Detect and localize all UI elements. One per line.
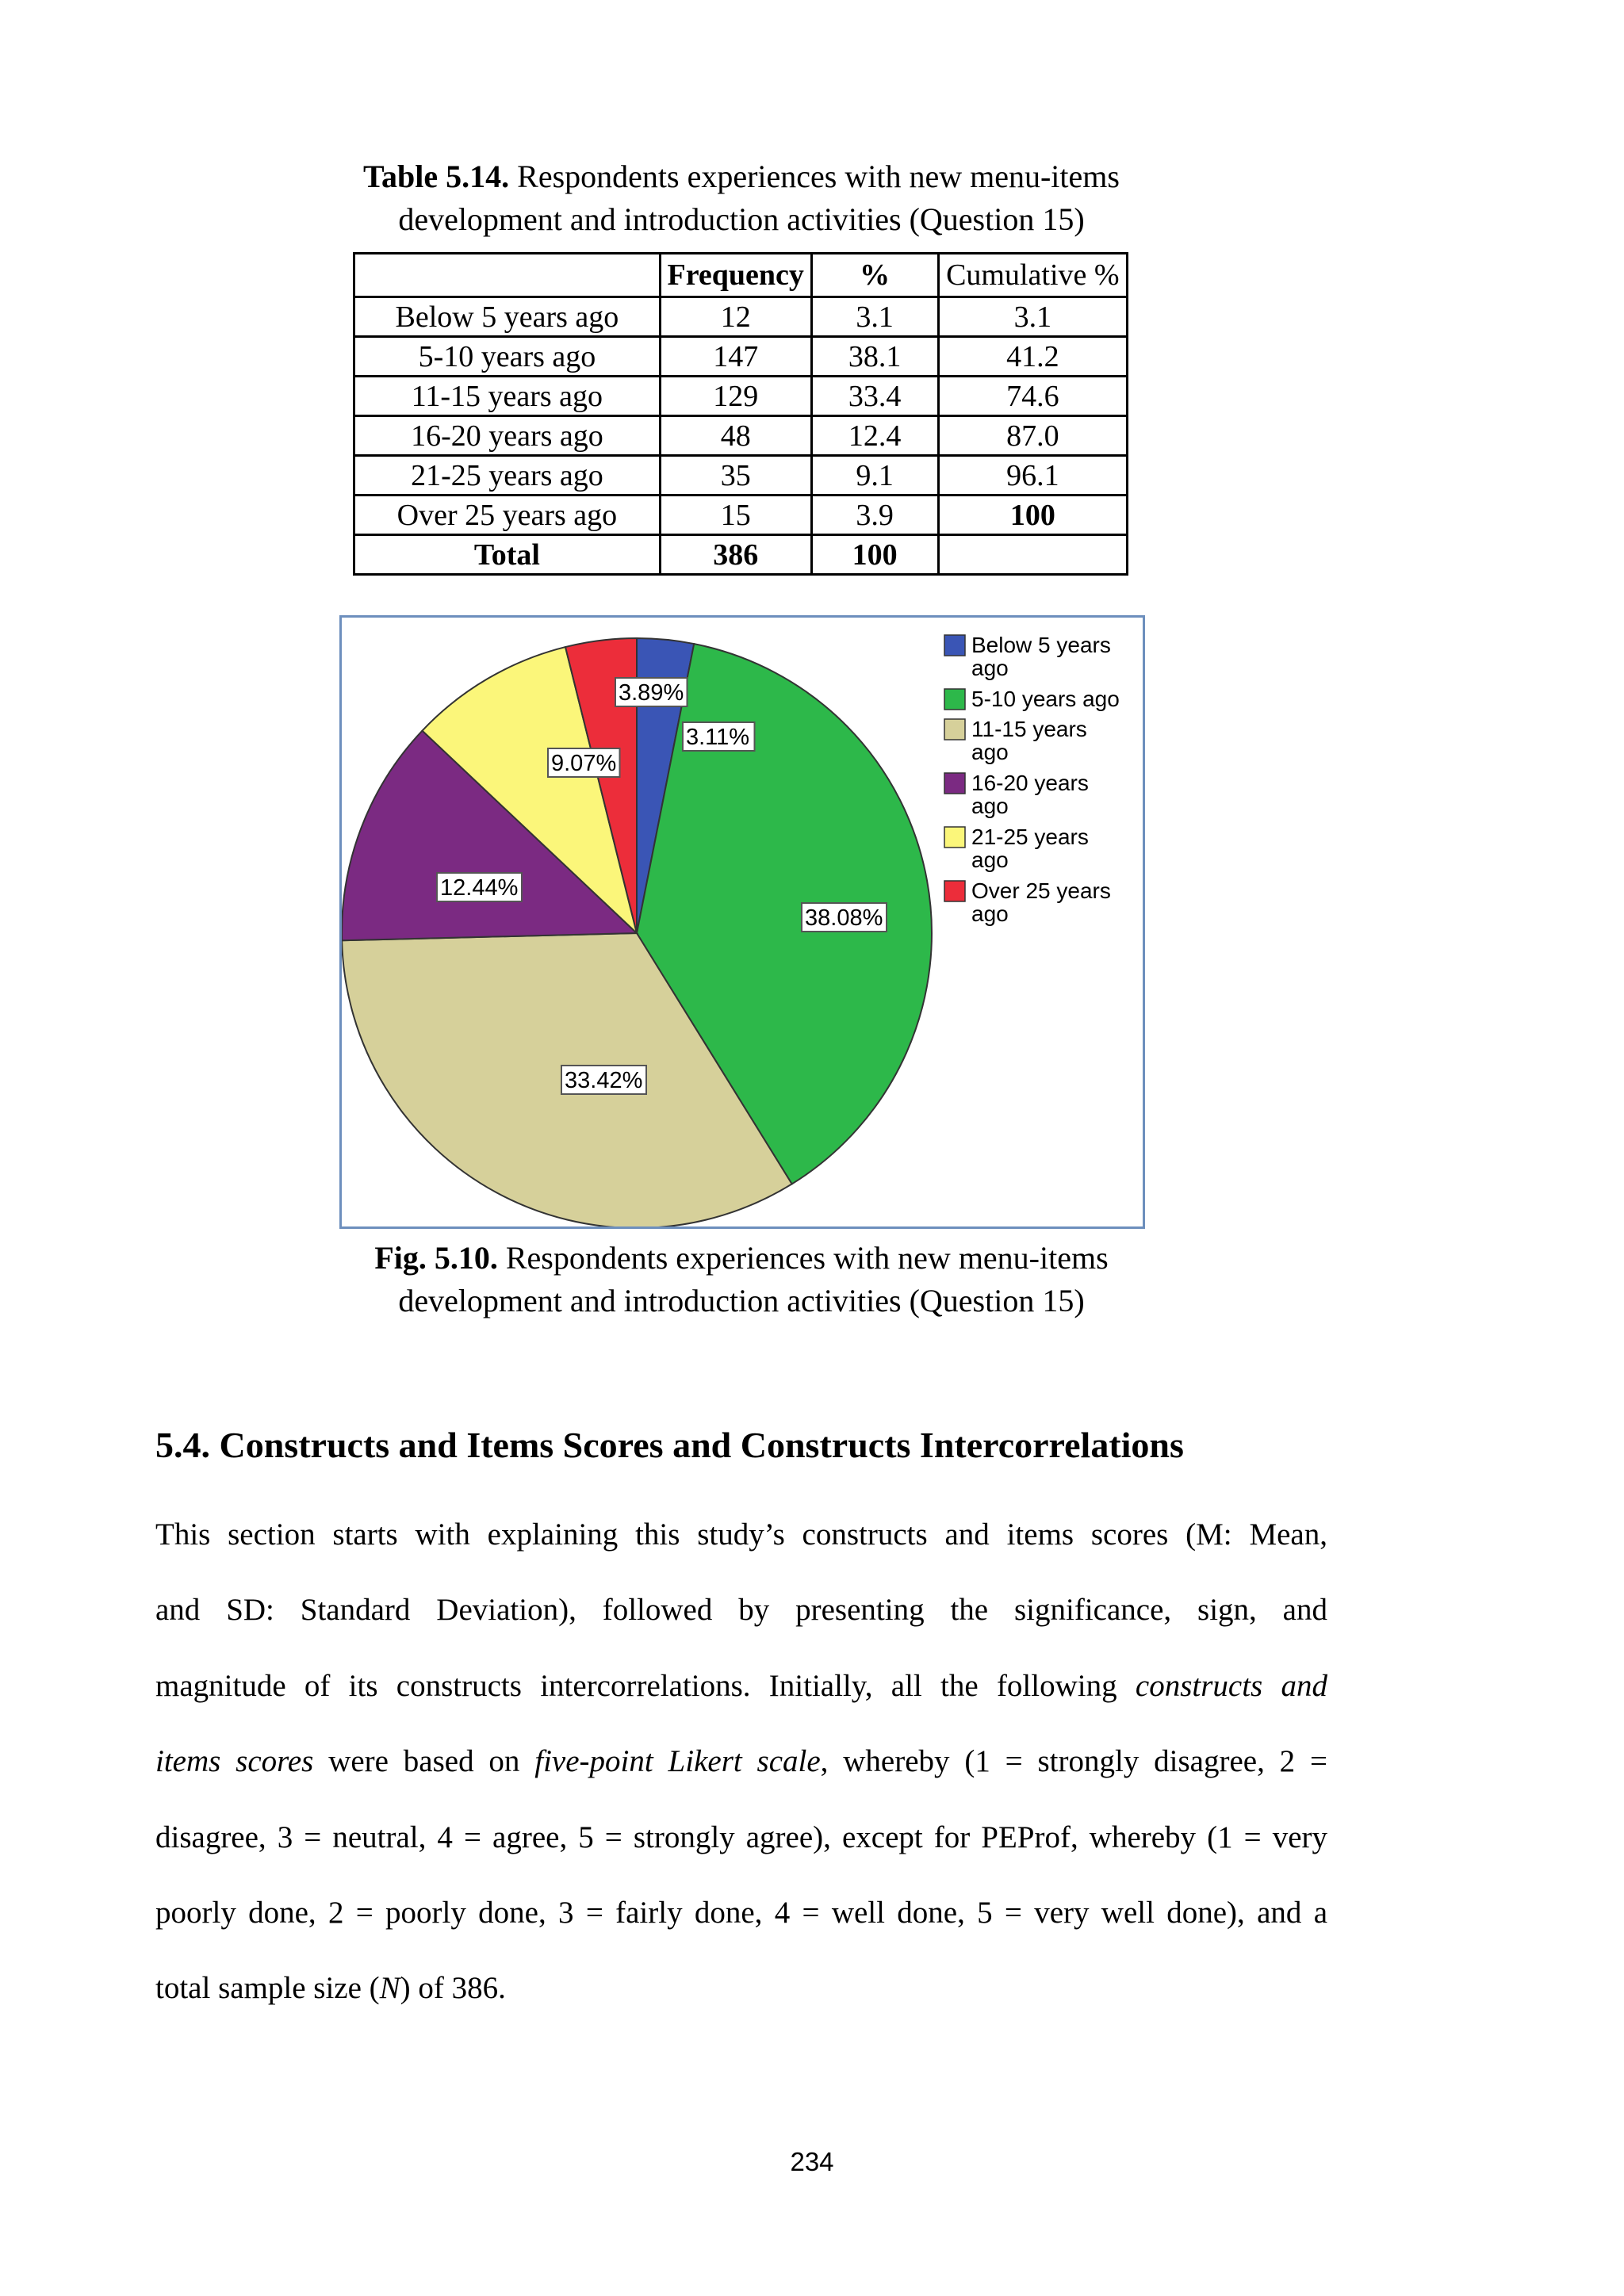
row-frequency: 35 xyxy=(660,456,811,496)
row-label: Below 5 years ago xyxy=(354,297,661,337)
legend-label: 5-10 years ago xyxy=(971,687,1120,711)
data-label: 3.11% xyxy=(686,725,750,750)
total-cumulative xyxy=(938,535,1127,575)
table-header-percent: % xyxy=(811,254,938,297)
row-label: 11-15 years ago xyxy=(354,377,661,416)
row-percent: 38.1 xyxy=(811,337,938,377)
page-number: 234 xyxy=(790,2147,834,2176)
row-percent: 33.4 xyxy=(811,377,938,416)
table-row xyxy=(354,456,1128,496)
paragraph-line xyxy=(155,1648,1327,1724)
row-cumulative: 96.1 xyxy=(938,456,1127,496)
row-cumulative: 87.0 xyxy=(938,416,1127,456)
table-header-frequency: Frequency xyxy=(660,254,811,297)
paragraph-text: , whereby (1 = strongly disagree, 2 = xyxy=(820,1744,1327,1779)
row-cumulative: 100 xyxy=(938,496,1127,535)
section-heading: 5.4. Constructs and Items Scores and Constructs Intercorrelations xyxy=(155,1425,1184,1465)
table-total-row xyxy=(354,535,1128,575)
paragraph-text: total sample size ( xyxy=(155,1971,380,2006)
table-caption xyxy=(285,155,1197,241)
pie-chart-frame xyxy=(339,615,1145,1229)
table-caption-label: Table 5.14. xyxy=(363,159,510,194)
row-frequency: 15 xyxy=(660,496,811,535)
paragraph-line: and SD: Standard Deviation), followed by presenting the significance, sign, and xyxy=(155,1593,1327,1628)
legend-swatch xyxy=(944,773,965,794)
data-label: 3.89% xyxy=(619,680,684,706)
row-frequency: 129 xyxy=(660,377,811,416)
data-label: 12.44% xyxy=(440,875,519,901)
body-paragraph xyxy=(155,1497,1327,2026)
paragraph-text: ) of 386. xyxy=(400,1971,506,2006)
table-row xyxy=(354,297,1128,337)
pie-chart xyxy=(342,618,1143,1226)
legend-swatch xyxy=(944,719,965,740)
paragraph-text: magnitude of its constructs intercorrelations. Initially, all the following xyxy=(155,1668,1136,1703)
table-header-row xyxy=(354,254,1128,297)
paragraph-line xyxy=(155,1950,1327,2026)
total-label: Total xyxy=(354,535,661,575)
row-cumulative: 41.2 xyxy=(938,337,1127,377)
legend-swatch xyxy=(944,827,965,848)
row-percent: 9.1 xyxy=(811,456,938,496)
figure-caption-label: Fig. 5.10. xyxy=(374,1240,498,1276)
paragraph-italic: N xyxy=(379,1971,400,2006)
paragraph-line: This section starts with explaining this study’s constructs and items scores (M: Mean, xyxy=(155,1517,1327,1552)
row-frequency: 48 xyxy=(660,416,811,456)
row-percent: 12.4 xyxy=(811,416,938,456)
data-label: 9.07% xyxy=(551,751,617,776)
total-frequency: 386 xyxy=(660,535,811,575)
table-row xyxy=(354,377,1128,416)
table-row xyxy=(354,496,1128,535)
figure-caption-text-1: Respondents experiences with new menu-items xyxy=(505,1240,1109,1276)
row-label: 21-25 years ago xyxy=(354,456,661,496)
paragraph-italic: items scores xyxy=(155,1744,314,1779)
table-row xyxy=(354,337,1128,377)
total-percent: 100 xyxy=(811,535,938,575)
table-header-blank xyxy=(354,254,661,297)
paragraph-italic: five-point Likert scale xyxy=(534,1744,821,1779)
row-percent: 3.9 xyxy=(811,496,938,535)
figure-caption-text-2: development and introduction activities (Question 15) xyxy=(398,1283,1085,1318)
legend-label: Below 5 years ago xyxy=(971,633,1111,680)
table-caption-text-1: Respondents experiences with new menu-items xyxy=(517,159,1120,194)
legend-swatch xyxy=(944,881,965,901)
paragraph-line: poorly done, 2 = poorly done, 3 = fairly done, 4 = well done, 5 = very well done), and a xyxy=(155,1895,1327,1930)
row-label: 16-20 years ago xyxy=(354,416,661,456)
legend-label: 16-20 years ago xyxy=(971,771,1089,818)
paragraph-italic: constructs and xyxy=(1135,1668,1327,1703)
paragraph-text: were based on xyxy=(313,1744,535,1779)
row-label: 5-10 years ago xyxy=(354,337,661,377)
table-row xyxy=(354,416,1128,456)
data-label: 33.42% xyxy=(565,1068,643,1093)
legend-label: Over 25 years ago xyxy=(971,878,1111,926)
table-caption-text-2: development and introduction activities (Question 15) xyxy=(398,201,1085,237)
table-header-cumulative: Cumulative % xyxy=(938,254,1127,297)
row-frequency: 12 xyxy=(660,297,811,337)
figure-caption xyxy=(285,1237,1197,1322)
paragraph-line: disagree, 3 = neutral, 4 = agree, 5 = strongly agree), except for PEProf, whereby (1 = very xyxy=(155,1820,1327,1854)
legend-swatch xyxy=(944,689,965,710)
legend-label: 11-15 years ago xyxy=(971,717,1087,764)
row-cumulative: 3.1 xyxy=(938,297,1127,337)
row-cumulative: 74.6 xyxy=(938,377,1127,416)
paragraph-line xyxy=(155,1724,1327,1799)
row-percent: 3.1 xyxy=(811,297,938,337)
frequency-table xyxy=(353,252,1128,576)
data-label: 38.08% xyxy=(805,905,883,931)
row-label: Over 25 years ago xyxy=(354,496,661,535)
row-frequency: 147 xyxy=(660,337,811,377)
legend-label: 21-25 years ago xyxy=(971,825,1089,872)
chart-legend xyxy=(944,633,1120,926)
legend-swatch xyxy=(944,635,965,656)
